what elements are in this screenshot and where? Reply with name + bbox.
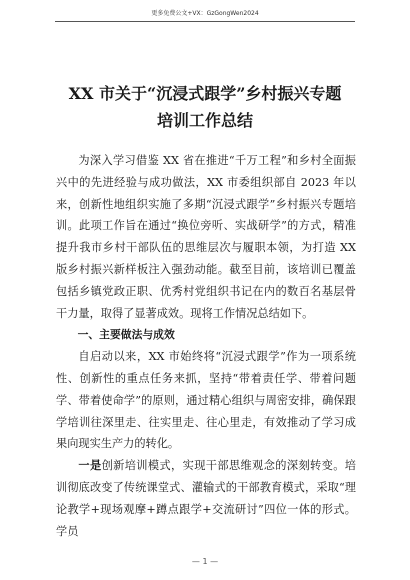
header-promo-note: 更多免费公文+VX：GzGongWen2024 <box>151 10 259 17</box>
point-one-text: 创新培训模式，实现干部思维观念的深刻转变。培训彻底改变了传统课堂式、灌输式的干部教育模式，采取“理论教学+现场观摩+蹲点跟学+交流研讨”四位一体的形式。学员 <box>56 459 356 538</box>
section-heading: 一、主要做法与成效 <box>77 328 175 342</box>
intro-paragraph: 为深入学习借鉴 XX 省在推进“千万工程”和乡村全面振兴中的先进经验与成功做法，XX 市委组织部自 2023 年以来，创新性地组织实施了多期“沉浸式跟学”乡村振兴专题培训。此项工作旨在通过“换位旁听、实战研学”的方式，精准提升我市乡村干部队伍的思维层次与履职本领，为打造 XX 版乡村振兴新样板注入强劲动能。截至目前，该培训已覆盖包括乡镇党政正职、优秀村党组织书记在内的数百名基层骨干力量，取得了显著成效。现将工作情况总结如下。 <box>56 154 356 320</box>
point-one-paragraph <box>56 455 356 542</box>
point-one-lead: 一是 <box>78 458 102 473</box>
document-title <box>30 80 380 134</box>
page-number: — 1 — <box>191 557 219 566</box>
section-intro-paragraph: 自启动以来，XX 市始终将“沉浸式跟学”作为一项系统性、创新性的重点任务来抓，坚持“带着责任学、带着问题学、带着使命学”的原则，通过精心组织与周密安排，确保跟学培训往深里走、往实里走、往心里走，有效推动了学习成果向现实生产力的转化。 <box>56 350 356 451</box>
header-divider <box>55 21 355 22</box>
title-line-2: 培训工作总结 <box>156 111 253 130</box>
document-body <box>56 150 356 542</box>
title-line-1: XX 市关于“沉浸式跟学”乡村振兴专题 <box>68 84 342 103</box>
